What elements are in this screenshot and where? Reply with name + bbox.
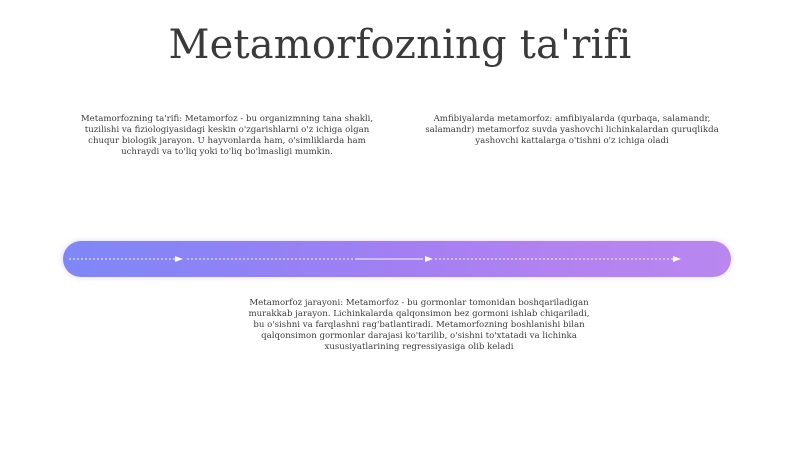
arrow-head-1-icon	[175, 256, 183, 262]
arrow-head-2-icon	[425, 256, 433, 262]
amphibian-metamorphosis-text: Amfibiyalarda metamorfoz: amfibiyalarda (qurbaqa, salamandr, salamandr) metamorfoz suvda yashovchi lichinkalardan quruqlikda yashovchi kattalarga o'tishni o'z ichiga oladi	[425, 114, 719, 146]
definition-text: Metamorfozning ta'rifi: Metamorfoz - bu organizmning tana shakli, tuzilishi va fiziologiyasidagi keskin o'zgarishlarni o'z ichiga olgan chuqur biologik jarayon. U hayvonlarda ham, o'simliklarda ham uchraydi va to'liq yoki to'liq bo'lmasligi mumkin.	[80, 114, 374, 157]
arrow-head-3-icon	[673, 256, 681, 262]
slide-title: Metamorfozning ta'rifi	[168, 22, 632, 68]
timeline-arrows	[63, 241, 731, 277]
metamorphosis-process-text: Metamorfoz jarayoni: Metamorfoz - bu gormonlar tomonidan boshqariladigan murakkab jarayon. Lichinkalarda qalqonsimon bez gormoni ishlab chiqariladi, bu o'sishni va farqlashni rag'batlantiradi. Metamorfozning boshlanishi bilan qalqonsimon gormonlar darajasi ko'tarilib, o'sishni to'xtatadi va lichinka xususiyatlarining regressiyasiga olib keladi	[248, 298, 590, 352]
timeline-bar	[63, 241, 731, 277]
